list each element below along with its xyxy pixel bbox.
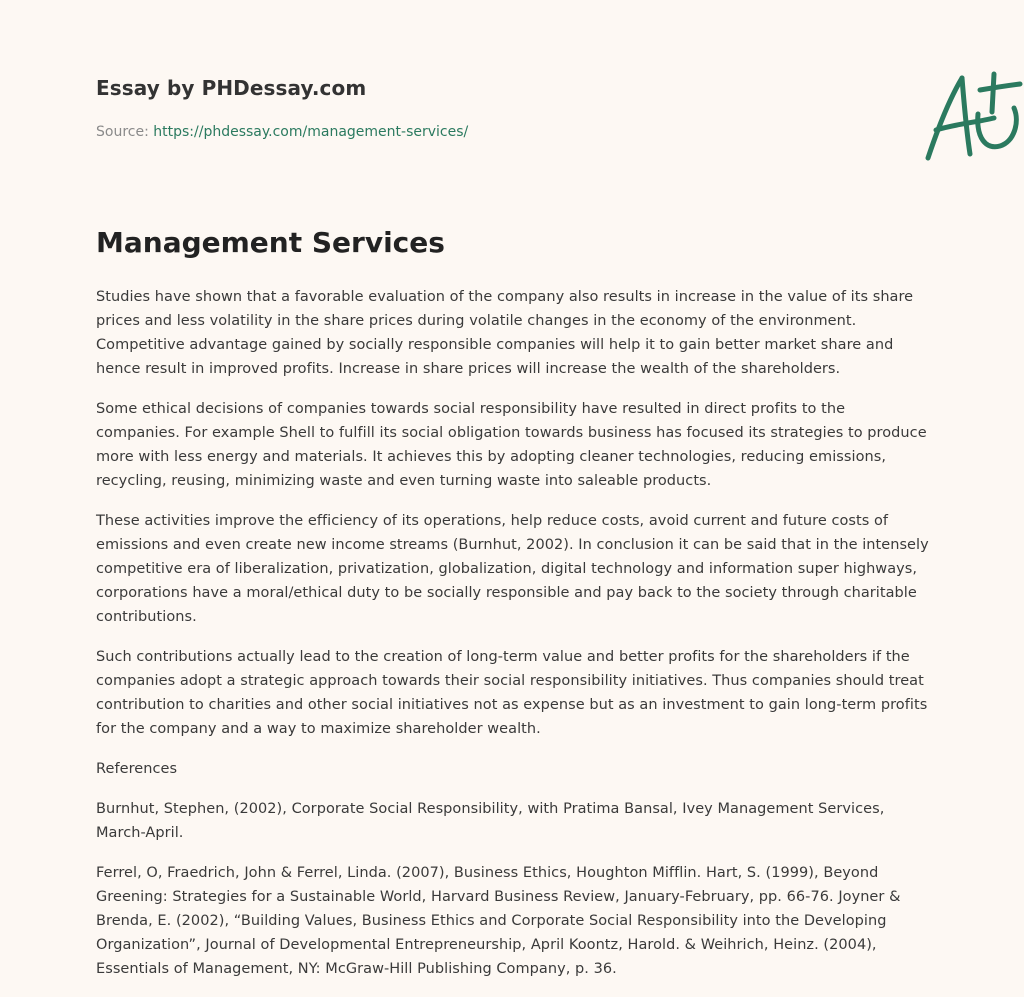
- paragraph: Some ethical decisions of companies towards social responsibility have resulted in direct profits to the companies. For example Shell to fulfill its social obligation towards business has focused its strategies to produce more with less energy and materials. It achieves this by adopting cleaner technologies, reducing emissions, recycling, reusing, minimizing waste and even turning waste into saleable products.: [96, 401, 927, 489]
- reference-item: Ferrel, O, Fraedrich, John & Ferrel, Linda. (2007), Business Ethics, Houghton Mifflin. Hart, S. (1999), Beyond Greening: Strategies for a Sustainable World, Harvard Business Review, January-February, pp. 66-76. Joyner & Brenda, E. (2002), “Building Values, Business Ethics and Corporate Social Responsibility into the Developing Organization”, Journal of Developmental Entrepreneurship, April Koontz, Harold. & Weihrich, Heinz. (2004), Essentials of Management, NY: McGraw-Hill Publishing Company, p. 36.: [96, 865, 901, 977]
- a-plus-logo-icon: [916, 68, 1024, 164]
- paragraph: These activities improve the efficiency of its operations, help reduce costs, avoid current and future costs of emissions and even create new income streams (Burnhut, 2002). In conclusion it can be said that in the intensely competitive era of liberalization, privatization, globalization, digital technology and information super highways, corporations have a moral/ethical duty to be socially responsible and pay back to the society through charitable contributions.: [96, 513, 929, 625]
- site-header-title: Essay by PHDessay.com: [96, 76, 367, 100]
- essay-title: Management Services: [96, 226, 445, 259]
- paragraph: Such contributions actually lead to the creation of long-term value and better profits for the shareholders if the companies adopt a strategic approach towards their social responsibility initiatives. Thus companies should treat contribution to charities and other social initiatives not as expense but as an investment to gain long-term profits for the company and a way to maximize shareholder wealth.: [96, 649, 928, 737]
- references-heading: References: [96, 761, 178, 777]
- reference-item: Burnhut, Stephen, (2002), Corporate Social Responsibility, with Pratima Bansal, Ivey Management Services, March-April.: [96, 801, 885, 841]
- source-line: [96, 124, 468, 140]
- source-label: Source:: [96, 124, 149, 140]
- source-link[interactable]: https://phdessay.com/management-services/: [153, 124, 469, 140]
- essay-body: [96, 285, 932, 997]
- paragraph: Studies have shown that a favorable evaluation of the company also results in increase in the value of its share prices and less volatility in the share prices during volatile changes in the economy of the environment. Competitive advantage gained by socially responsible companies will help it to gain better market share and hence result in improved profits. Increase in share prices will increase the wealth of the shareholders.: [96, 289, 914, 377]
